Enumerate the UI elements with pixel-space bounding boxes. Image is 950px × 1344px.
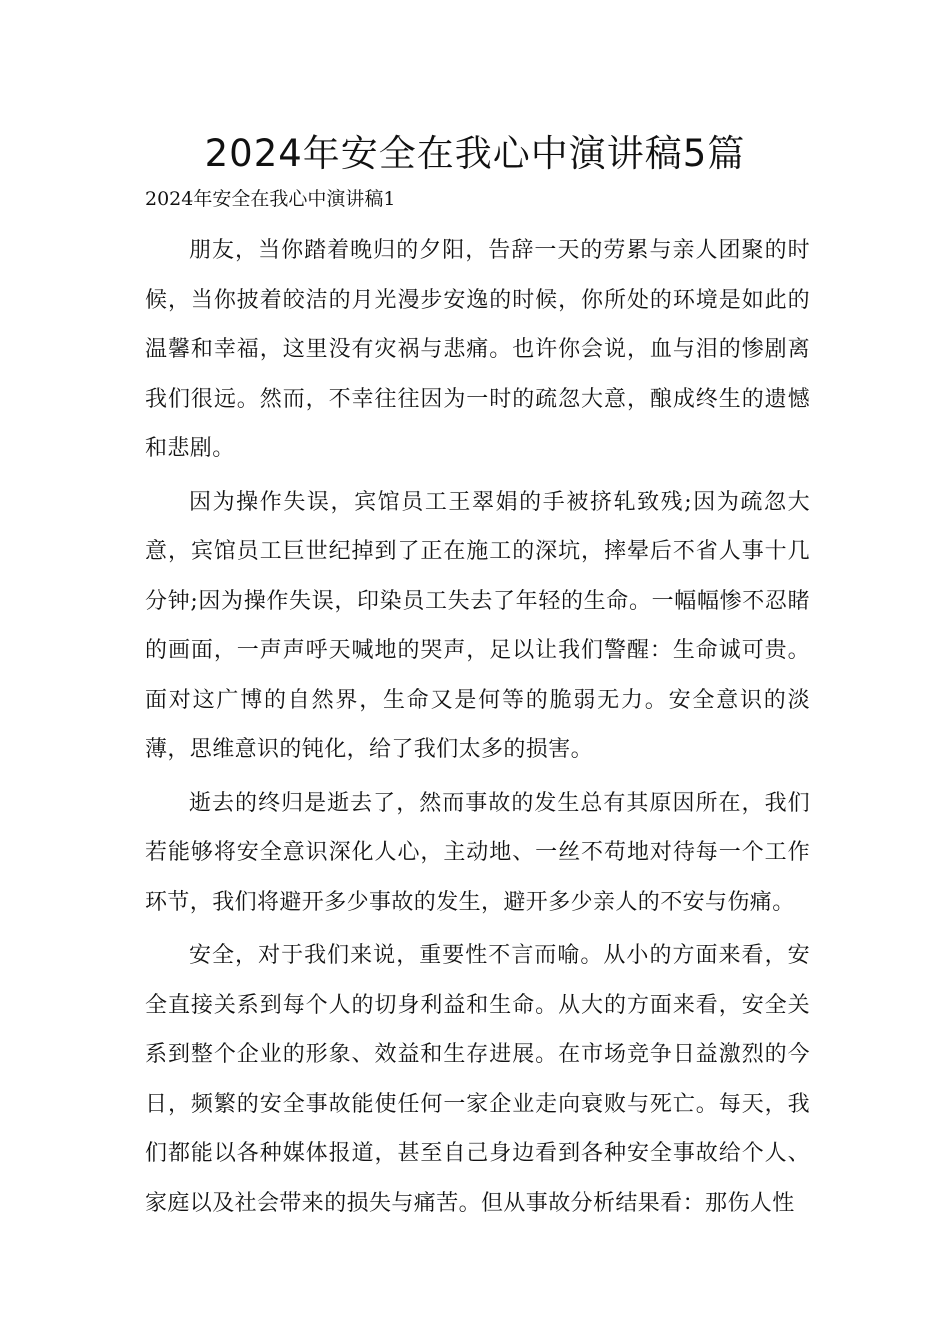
document-title: 2024年安全在我心中演讲稿5篇 (204, 132, 746, 175)
body-paragraph-4: 安全，对于我们来说，重要性不言而喻。从小的方面来看，安全直接关系到每个人的切身利益和生命。从大的方面来看，安全关系到整个企业的形象、效益和生存进展。在市场竞争日益激烈的今日，频繁的安全事故能使任何一家企业走向衰败与死亡。每天，我们都能以各种媒体报道，甚至自己身边看到各种安全事故给个人、家庭以及社会带来的损失与痛苦。但从事故分析结果看：那伤人性 (145, 943, 810, 1216)
section-heading: 2024年安全在我心中演讲稿1 (145, 188, 396, 210)
body-paragraph-3: 逝去的终归是逝去了，然而事故的发生总有其原因所在，我们若能够将安全意识深化人心，主动地、一丝不苟地对待每一个工作环节，我们将避开多少事故的发生，避开多少亲人的不安与伤痛。 (145, 790, 810, 915)
body-paragraph-2: 因为操作失误，宾馆员工王翠娟的手被挤轧致残;因为疏忽大意，宾馆员工巨世纪掉到了正在施工的深坑，摔晕后不省人事十几分钟;因为操作失误，印染员工失去了年轻的生命。一幅幅惨不忍睹的画面，一声声呼天喊地的哭声，足以让我们警醒：生命诚可贵。面对这广博的自然界，生命又是何等的脆弱无力。安全意识的淡薄，思维意识的钝化，给了我们太多的损害。 (145, 489, 810, 762)
document-body (145, 226, 810, 1232)
body-paragraph-1: 朋友，当你踏着晚归的夕阳，告辞一天的劳累与亲人团聚的时候，当你披着皎洁的月光漫步安逸的时候，你所处的环境是如此的温馨和幸福，这里没有灾祸与悲痛。也许你会说，血与泪的惨剧离我们很远。然而，不幸往往因为一时的疏忽大意，酿成终生的遗憾和悲剧。 (145, 238, 810, 461)
